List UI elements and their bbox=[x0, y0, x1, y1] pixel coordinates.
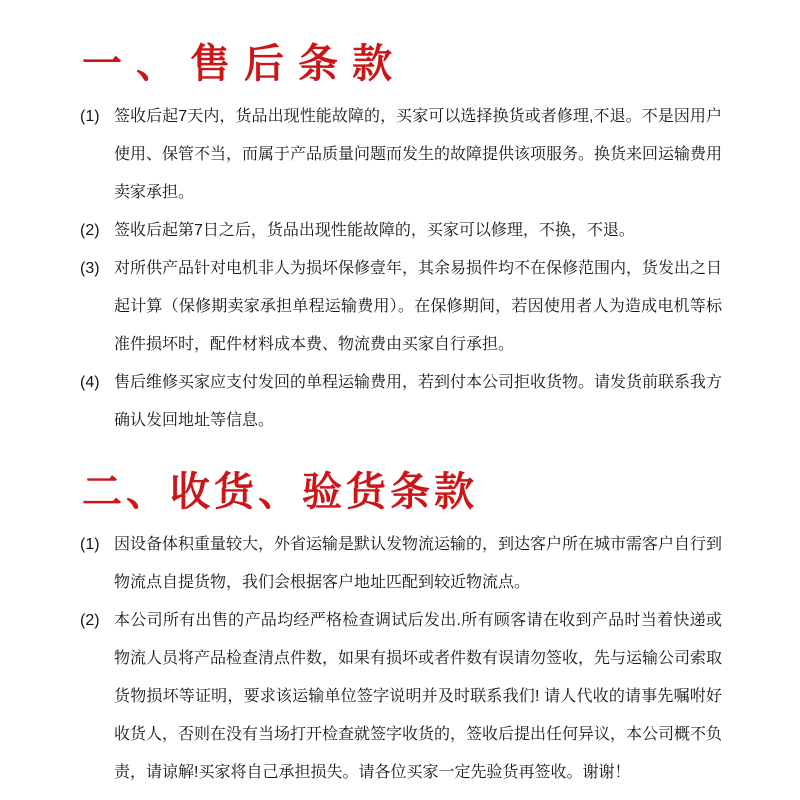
term-text: 签收后起第7日之后，货品出现性能故障的，买家可以修理，不换，不退。 bbox=[114, 222, 635, 239]
section-receiving-inspection bbox=[80, 466, 722, 792]
term-item bbox=[80, 250, 722, 364]
term-marker: (4) bbox=[80, 374, 100, 391]
term-text: 售后维修买家应支付发回的单程运输费用，若到付本公司拒收货物。请发货前联系我方确认发回地址等信息。 bbox=[114, 374, 723, 429]
term-item bbox=[80, 526, 722, 602]
after-sales-terms-list bbox=[80, 98, 722, 440]
term-marker: (2) bbox=[80, 222, 100, 239]
after-sales-heading: 一、售后条款 bbox=[82, 42, 406, 86]
term-item bbox=[80, 98, 722, 212]
term-item bbox=[80, 364, 722, 440]
section-after-sales bbox=[80, 38, 722, 440]
term-text: 本公司所有出售的产品均经严格检查调试后发出.所有顾客请在收到产品时当着快递或物流人员将产品检查清点件数，如果有损坏或者件数有误请勿签收，先与运输公司索取货物损坏等证明，要求该运输单位签字说明并及时联系我们! 请人代收的请事先嘱咐好收货人，否则在没有当场打开检查就签字收货的，签收后提出任何异议，本公司概不负责，请谅解!买家将自己承担损失。请各位买家一定先验货再签收。谢谢！ bbox=[114, 612, 723, 781]
term-marker: (2) bbox=[80, 612, 100, 629]
term-text: 签收后起7天内，货品出现性能故障的，买家可以选择换货或者修理,不退。不是因用户使用、保管不当，而属于产品质量问题而发生的故障提供该项服务。换货来回运输费用卖家承担。 bbox=[114, 108, 723, 201]
term-text: 因设备体积重量较大，外省运输是默认发物流运输的，到达客户所在城市需客户自行到物流点自提货物，我们会根据客户地址匹配到较近物流点。 bbox=[114, 536, 723, 591]
receiving-inspection-heading: 二、收货、验货条款 bbox=[82, 470, 478, 514]
term-marker: (3) bbox=[80, 260, 100, 277]
term-marker: (1) bbox=[80, 108, 100, 125]
term-item bbox=[80, 212, 722, 250]
term-item bbox=[80, 602, 722, 792]
receiving-terms-list bbox=[80, 526, 722, 792]
term-marker: (1) bbox=[80, 536, 100, 553]
term-text: 对所供产品针对电机非人为损坏保修壹年，其余易损件均不在保修范围内，货发出之日起计算（保修期卖家承担单程运输费用）。在保修期间，若因使用者人为造成电机等标准件损坏时，配件材料成本费、物流费由买家自行承担。 bbox=[114, 260, 723, 353]
